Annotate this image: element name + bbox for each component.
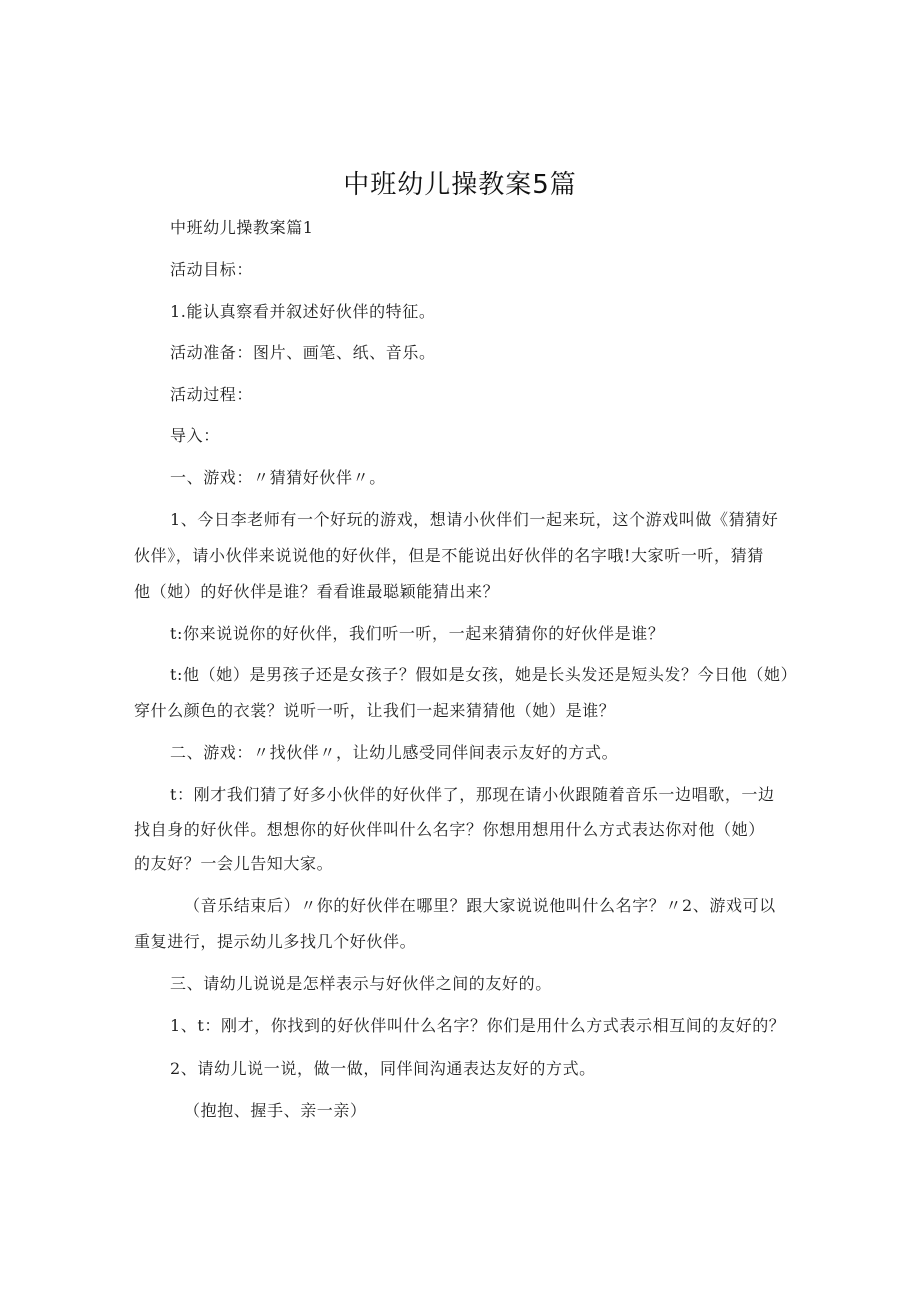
- paragraph-line: 2、请幼儿说一说，做一做，同伴间沟通表达友好的方式。: [170, 1059, 596, 1078]
- paragraph-line: 伙伴》，请小伙伴来说说他的好伙伴，但是不能说出好伙伴的名字哦!大家听一听，猜猜: [134, 546, 764, 565]
- paragraph-line: t：刚才我们猜了好多小伙伴的好伙伴了，那现在请小伙跟随着音乐一边唱歌，一边: [170, 785, 775, 804]
- paragraph-line: 活动准备：图片、画笔、纸、音乐。: [170, 343, 436, 362]
- paragraph-line: t:他（她）是男孩子还是女孩子？假如是女孩，她是长头发还是短头发？今日他（她）: [170, 665, 798, 684]
- document-title: 中班幼儿操教案5篇: [343, 170, 577, 200]
- paragraph-line: 三、请幼儿说说是怎样表示与好伙伴之间的友好的。: [170, 974, 552, 993]
- paragraph-line: 的友好？一会儿告知大家。: [134, 854, 334, 873]
- paragraph-line: （抱抱、握手、亲一亲）: [184, 1101, 367, 1120]
- paragraph-line: 1.能认真察看并叙述好伙伴的特征。: [170, 302, 436, 321]
- paragraph-line: 穿什么颜色的衣裳？说听一听，让我们一起来猜猜他（她）是谁？: [134, 701, 616, 720]
- paragraph-line: 活动过程：: [170, 385, 254, 404]
- paragraph-line: 1、t：刚才，你找到的好伙伴叫什么名字？你们是用什么方式表示相互间的友好的？: [170, 1016, 786, 1035]
- paragraph-line: 一、游戏：〃猜猜好伙伴〃。: [170, 468, 386, 487]
- paragraph-line: 找自身的好伙伴。想想你的好伙伴叫什么名字？你想用想用什么方式表达你对他（她）: [134, 820, 765, 839]
- paragraph-line: t:你来说说你的好伙伴，我们听一听，一起来猜猜你的好伙伴是谁？: [170, 624, 665, 643]
- paragraph-line: 1、今日李老师有一个好玩的游戏，想请小伙伴们一起来玩，这个游戏叫做《猜猜好: [170, 510, 779, 529]
- paragraph-line: 重复进行，提示幼儿多找几个好伙伴。: [134, 932, 417, 951]
- paragraph-line: 导入：: [170, 426, 220, 445]
- section-heading: 中班幼儿操教案篇1: [170, 218, 314, 237]
- paragraph-line: 活动目标：: [170, 260, 254, 279]
- paragraph-line: 二、游戏：〃找伙伴〃，让幼儿感受同伴间表示友好的方式。: [170, 743, 619, 762]
- paragraph-line: 他（她）的好伙伴是谁？看看谁最聪颖能猜出来？: [134, 582, 500, 601]
- paragraph-line: （音乐结束后）〃你的好伙伴在哪里？跟大家说说他叫什么名字？〃2、游戏可以: [184, 896, 776, 915]
